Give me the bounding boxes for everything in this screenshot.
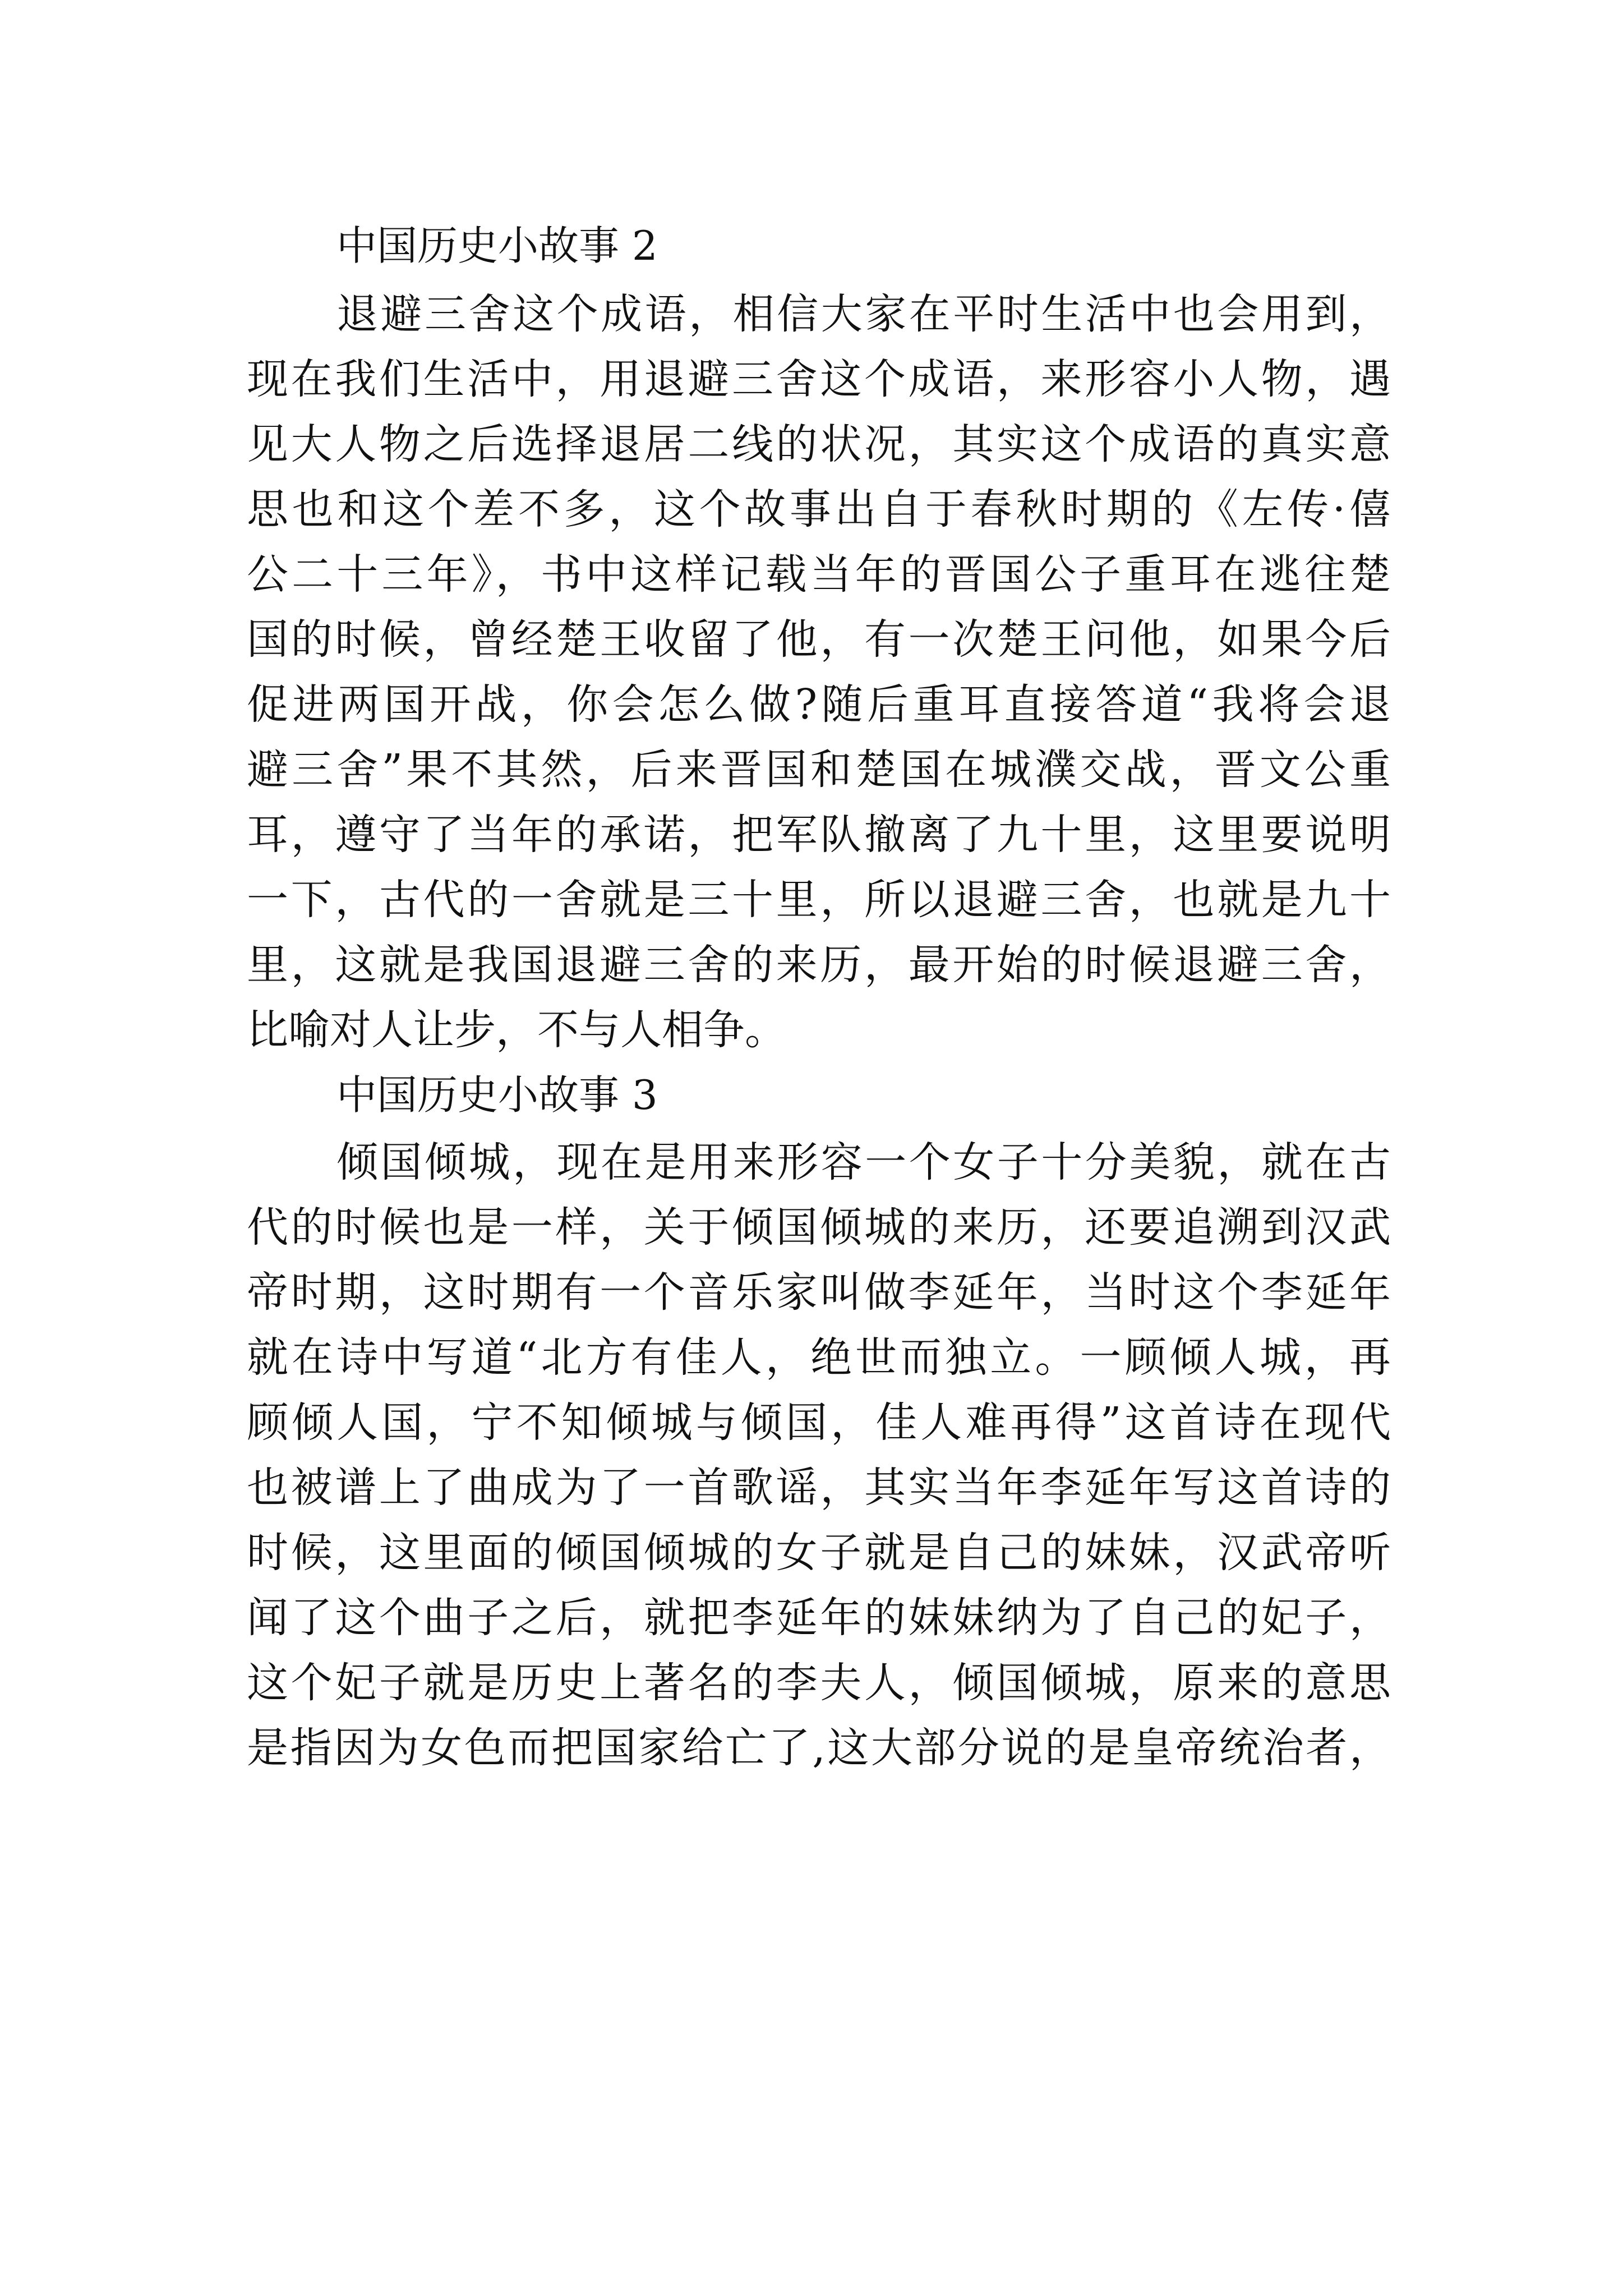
section-2-heading: 中国历史小故事 2 <box>336 222 658 269</box>
section-3-line-1: 倾国倾城，现在是用来形容一个女子十分美貌，就在古 <box>336 1138 1391 1186</box>
section-3-line-5: 顾倾人国，宁不知倾城与倾国，佳人难再得”这首诗在现代 <box>247 1398 1391 1447</box>
section-2-line-4: 思也和这个差不多，这个故事出自于春秋时期的《左传·僖 <box>247 485 1391 533</box>
section-2-line-5: 公二十三年》，书中这样记载当年的晋国公子重耳在逃往楚 <box>247 550 1391 599</box>
section-3-line-3: 帝时期，这时期有一个音乐家叫做李延年，当时这个李延年 <box>247 1268 1391 1317</box>
section-2-line-10: 一下，古代的一舍就是三十里，所以退避三舍，也就是九十 <box>247 876 1391 924</box>
section-3-line-8: 闻了这个曲子之后，就把李延年的妹妹纳为了自己的妃子， <box>247 1594 1391 1642</box>
section-2-line-1: 退避三舍这个成语，相信大家在平时生活中也会用到， <box>336 290 1391 338</box>
section-2-line-8: 避三舍”果不其然，后来晋国和楚国在城濮交战，晋文公重 <box>247 746 1391 794</box>
section-3-line-2: 代的时候也是一样，关于倾国倾城的来历，还要追溯到汉武 <box>247 1203 1391 1251</box>
section-2-line-2: 现在我们生活中，用退避三舍这个成语，来形容小人物，遇 <box>247 355 1391 403</box>
section-3-line-4: 就在诗中写道“北方有佳人，绝世而独立。一顾倾人城，再 <box>247 1333 1391 1382</box>
section-2-line-3: 见大人物之后选择退居二线的状况，其实这个成语的真实意 <box>247 420 1391 468</box>
section-3-line-6: 也被谱上了曲成为了一首歌谣，其实当年李延年写这首诗的 <box>247 1464 1391 1512</box>
section-2-line-12: 比喻对人让步，不与人相争。 <box>247 1006 786 1054</box>
section-2-line-6: 国的时候，曾经楚王收留了他，有一次楚王问他，如果今后 <box>247 615 1391 664</box>
section-3-line-7: 时候，这里面的倾国倾城的女子就是自己的妹妹，汉武帝听 <box>247 1529 1391 1577</box>
section-3-line-10: 是指因为女色而把国家给亡了,这大部分说的是皇帝统治者， <box>247 1724 1391 1772</box>
section-3-line-9: 这个妃子就是历史上著名的李夫人，倾国倾城，原来的意思 <box>247 1659 1391 1707</box>
section-2-line-7: 促进两国开战，你会怎么做?随后重耳直接答道“我将会退 <box>247 680 1391 729</box>
section-3-heading: 中国历史小故事 3 <box>336 1071 658 1119</box>
section-2-line-11: 里，这就是我国退避三舍的来历，最开始的时候退避三舍， <box>247 941 1391 989</box>
section-2-line-9: 耳，遵守了当年的承诺，把军队撤离了九十里，这里要说明 <box>247 811 1391 859</box>
